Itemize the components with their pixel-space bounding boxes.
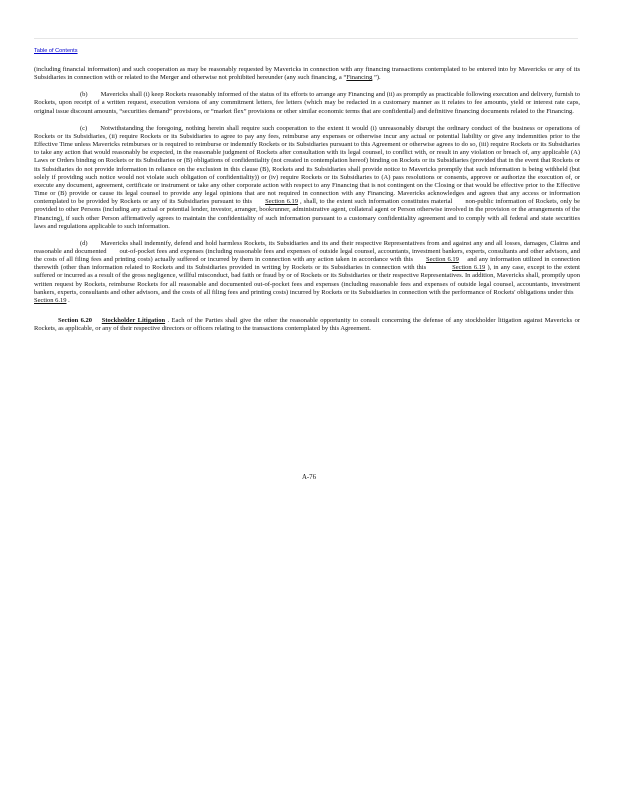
paragraph-c-text-1: (c) Notwithstanding the foregoing, nothing herein shall require such cooperation to the extent it would (i) unreasonably disrupt the ordinary conduct of the business or operations of Rockets or its Subsidiaries, (ii) require Rockets or its Subsidiaries to agree to pay any fees, reimburse any expenses or otherwise incur any actual or potential liability or give any indemnities prior to the Effective Time unless Mavericks reimburses or is required to reimburse or indemnify Rockets or its Subsidiaries pursuant to this Agreement or otherwise agrees to do so, (iii) require Rockets or its Subsidiaries to take any action that would reasonably be expected, in the reasonable judgment of Rockets after consultation with its legal counsel, to conflict with, or result in any violation or breach of, any applicable (A) Laws or Orders binding on Rockets or its Subsidiaries or (B) obligations of confidentiality (not created in contemplation hereof) binding on Rockets or its Subsidiaries (provided that in the event that Rockets or its Subsidiaries do not provide information in reliance on the exclusion in this clause (B), Rockets and its Subsidiaries shall provide notice to Mavericks promptly that such information is being withheld (but solely if providing such notice would not violate such obligation of confidentiality)) or (iv) require Rockets or its Subsidiaries to (A) pass resolutions or consents, approve or authorize the execution of, or execute any document, agreement, certificate or instrument or take any other corporate action with respect to any Financing that is not contingent on the Closing or that would be effective prior to the Effective Time or (B) provide or cause its legal counsel to provide any legal opinions that are not required in connection with any Financing. Mavericks acknowledges and agrees that any access or information contemplated to be provided by Rockets or any of its Subsidiaries pursuant to this bbox=[34, 124, 580, 206]
paragraph-c bbox=[34, 125, 580, 231]
carryover-tail: ”). bbox=[372, 74, 381, 82]
table-of-contents-link[interactable]: Table of Contents bbox=[34, 48, 78, 54]
paragraph-d-text-1: (d) Mavericks shall indemnify, defend and hold harmless Rockets, its Subsidiaries and its and their respective Representatives from and against any and all losses, damages, Claims and reasonable and documented out-of-pocket fees and expenses (including reasonable fees and expenses of outside legal counsel, accountants, investment bankers, experts, consultants and other advisors, and the costs of all filing fees and printing costs) actually suffered or incurred by them in connection with any action taken in accordance with this bbox=[34, 239, 580, 264]
section-6-19-reference[interactable]: Section 6.19 bbox=[34, 296, 67, 304]
section-6-19-reference[interactable]: Section 6.19 bbox=[452, 264, 486, 272]
page-number: A-76 bbox=[302, 474, 316, 481]
paragraph-d bbox=[34, 240, 580, 305]
section-6-20 bbox=[34, 317, 580, 333]
section-6-19-reference[interactable]: Section 6.19 bbox=[265, 198, 298, 206]
section-6-20-text: . Each of the Parties shall give the other the reasonable opportunity to consult concerning the defense of any stockholder litigation against Mavericks or Rockets, as applicable, or any of their respective directors or officers relating to the transactions contemplated by this Agreement. bbox=[34, 317, 581, 333]
section-6-19-reference[interactable]: Section 6.19 bbox=[425, 256, 459, 264]
paragraph-d-text-2: and any information utilized in connection therewith (other than information related to Rockets and its Subsidiaries provided in writing by Rockets or its Subsidiaries in connection with this bbox=[34, 256, 580, 272]
document-body bbox=[34, 66, 580, 342]
section-6-20-number: Section 6.20 bbox=[58, 317, 93, 325]
carryover-text: (including financial information) and such cooperation as may be reasonably requested by Mavericks in connection with any financing transactions contemplated to be entered into by Mavericks or any of its Subsidiaries in connection with or related to the Merger and otherwise not prohibited hereunder (any such financing, a “ bbox=[34, 66, 580, 82]
carryover-paragraph bbox=[34, 66, 580, 82]
paragraph-c-text-2: , shall, to the extent such information constitutes material non-public information of Rockets, only be provided to other Persons (including any actual or potential lender, investor, arranger, bookrunner, administrative agent, collateral agent or Person otherwise involved in the provision or the arrangements of the Financing), if such other Person affirmatively agrees to maintain the confidentiality of such information pursuant to a customary confidentiality agreement and to comply with all federal and state securities laws and regulations applicable to such information. bbox=[34, 198, 580, 230]
paragraph-b-text: (b) Mavericks shall (i) keep Rockets reasonably informed of the status of its efforts to arrange any Financing and (ii) as promptly as practicable following execution and delivery, furnish to Rockets, upon receipt of a written request, execution versions of any commitment letters, fee letters (which may be redacted in a customary manner as it relates to fee amounts, yield or interest rate caps, original issue discount amounts, “securities demand” provisions, or “market flex” provisions or other similar economic terms that are confidential) and definitive financing documents related to the Financing. bbox=[34, 91, 580, 115]
paragraph-b bbox=[34, 91, 580, 115]
section-6-20-heading: Stockholder Litigation bbox=[101, 317, 166, 325]
paragraph-d-text-4: . bbox=[66, 296, 70, 304]
paragraph-d-text-3: ), in any case, except to the extent suffered or incurred as a result of the gross negligence, willful misconduct, bad faith or fraud by or of Rockets or its Subsidiaries or their respective Representatives. In addition, Mavericks shall, promptly upon written request by Rockets, reimburse Rockets for all reasonable and documented out-of-pocket fees and expenses (including reasonable fees and expenses of outside legal counsel, accountants, investment bankers, experts, consultants and other advisors, and the costs of all filing fees and printing costs) incurred by Rockets or its Subsidiaries in connection with the performance of Rockets' obligations under this bbox=[34, 264, 580, 296]
financing-defined-term: Financing bbox=[346, 74, 373, 82]
page-top-rule bbox=[34, 38, 578, 39]
